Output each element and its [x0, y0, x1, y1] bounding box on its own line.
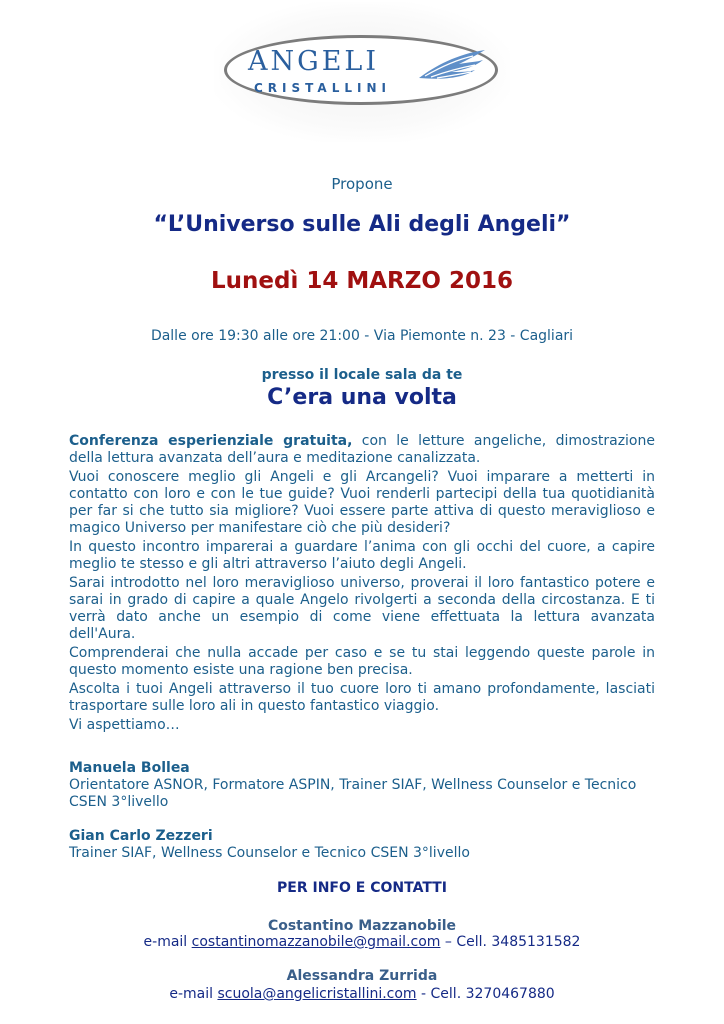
intro-paragraph: [69, 433, 655, 467]
speaker-name: Gian Carlo Zezzeri: [69, 828, 213, 844]
description-paragraph: Vuoi conoscere meglio gli Angeli e gli Arcangeli? Vuoi imparare a metterti in contatto con loro e con le tue guide? Vuoi renderli partecipi della tua quotidianità per far si che tutto sia migliore? Vuoi essere parte attiva di questo meraviglioso e magico Universo per manifestare ciò che più desideri?: [69, 469, 655, 536]
venue-intro: presso il locale sala da te: [261, 367, 463, 383]
contact-line: [0, 986, 724, 1002]
description-paragraph: Comprenderai che nulla accade per caso e se tu stai leggendo queste parole in questo momento esiste una ragione ben precisa.: [69, 645, 655, 678]
event-time-location: Dalle ore 19:30 alle ore 21:00 - Via Piemonte n. 23 - Cagliari: [150, 328, 574, 344]
contact-name: Costantino Mazzanobile: [267, 918, 457, 934]
intro-bold: Conferenza esperienziale gratuita,: [69, 433, 353, 449]
event-title: “L’Universo sulle Ali degli Angeli”: [153, 212, 571, 237]
contact-name: Alessandra Zurrida: [286, 968, 438, 984]
email-prefix: e-mail: [143, 934, 192, 950]
speaker-role: Orientatore ASNOR, Formatore ASPIN, Trainer SIAF, Wellness Counselor e Tecnico CSEN 3°livello: [69, 777, 637, 810]
logo-word-top: ANGELI: [248, 46, 379, 77]
event-description: [69, 433, 655, 736]
description-paragraph: Sarai introdotto nel loro meraviglioso universo, proverai il loro fantastico potere e sarai in grado di capire a quale Angelo rivolgerti a seconda della circostanza. E ti verrà dato anche un esempio di come viene effettuata la lettura avanzata dell'Aura.: [69, 575, 655, 642]
email-link[interactable]: scuola@angelicristallini.com: [217, 986, 417, 1002]
description-paragraph: In questo incontro imparerai a guardare l’anima con gli occhi del cuore, a capire meglio te stesso e gli altri attraverso l’aiuto degli Angeli.: [69, 539, 655, 572]
event-date: Lunedì 14 MARZO 2016: [210, 268, 514, 294]
logo-word-bottom: CRISTALLINI: [254, 81, 391, 95]
venue-name: C’era una volta: [267, 385, 457, 410]
logo: [214, 2, 510, 142]
phone-text: - Cell. 3270467880: [416, 986, 555, 1002]
intro-rest: con le letture angeliche, dimostrazione della lettura avanzata dell’aura e meditazione canalizzata.: [69, 433, 655, 466]
closing-line: Vi aspettiamo…: [69, 717, 180, 733]
speaker-role: Trainer SIAF, Wellness Counselor e Tecnico CSEN 3°livello: [69, 845, 470, 861]
email-prefix: e-mail: [169, 986, 218, 1002]
wing-icon: [417, 48, 487, 82]
contacts-title: PER INFO E CONTATTI: [277, 880, 447, 896]
speaker-name: Manuela Bollea: [69, 760, 190, 776]
propone-label: Propone: [331, 175, 393, 193]
contact-line: [0, 934, 724, 950]
description-paragraph: Ascolta i tuoi Angeli attraverso il tuo cuore loro ti amano profondamente, lasciati trasportare sulle loro ali in questo fantastico viaggio.: [69, 681, 655, 714]
email-link[interactable]: costantinomazzanobile@gmail.com: [191, 934, 441, 950]
phone-text: – Cell. 3485131582: [440, 934, 581, 950]
